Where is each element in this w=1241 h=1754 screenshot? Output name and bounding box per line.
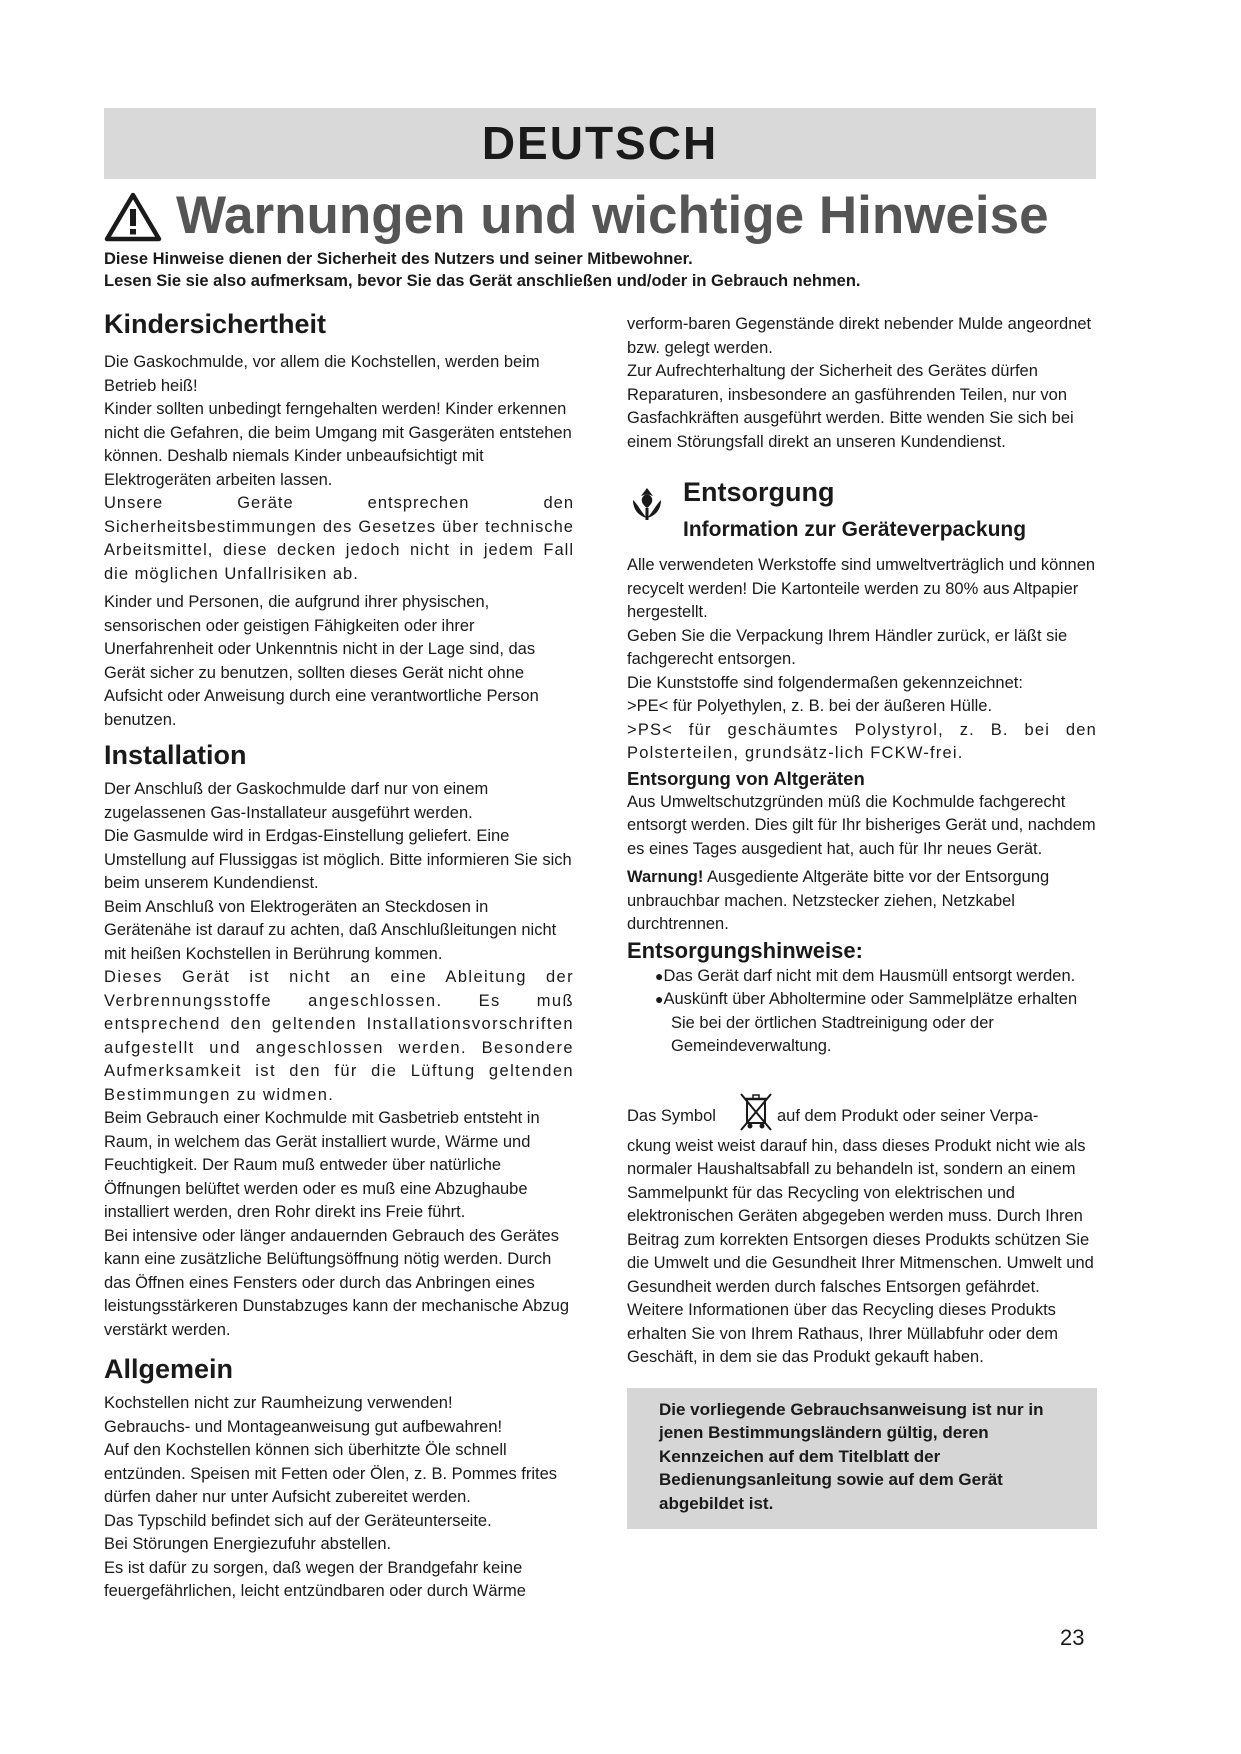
paragraph: Die Gaskochmulde, vor allem die Kochstellen, werden beim Betrieb heiß! bbox=[104, 353, 540, 395]
list-item: ●Auskünft über Abholtermine oder Sammelplätze erhalten Sie bei der örtlichen Stadtreinigung oder der Gemeindeverwaltung. bbox=[655, 990, 1078, 1055]
symbol-prefix: Das Symbol bbox=[627, 1106, 716, 1125]
paragraph: Alle verwendeten Werkstoffe sind umweltverträglich und können recycelt werden! Die Kartonteile werden zu 80% aus Altpapier hergestellt. bbox=[627, 556, 1096, 621]
warning-label: Warnung! bbox=[627, 868, 704, 886]
language-banner bbox=[104, 108, 1096, 179]
paragraph: Es ist dafür zu sorgen, daß wegen der Brandgefahr keine feuergefährlichen, leicht entzündbaren oder durch Wärme bbox=[104, 1558, 526, 1600]
paragraph: Kochstellen nicht zur Raumheizung verwenden! bbox=[104, 1394, 453, 1412]
paragraph: Aus Umweltschutzgründen müß die Kochmulde fachgerecht entsorgt werden. Dies gilt für Ihr bisheriges Gerät und, nachdem es eines Tages ausgedient hat, auch für Ihr neues Gerät. bbox=[627, 792, 1096, 858]
paragraph: >PE< für Polyethylen, z. B. bei der äußeren Hülle. bbox=[627, 697, 993, 715]
symbol-suffix: auf dem Produkt oder seiner Verpa- bbox=[777, 1106, 1039, 1125]
symbol-line bbox=[627, 1091, 1097, 1135]
paragraph: Das Typschild befindet sich auf der Geräteunterseite. bbox=[104, 1511, 492, 1530]
warning-text: Ausgediente Altgeräte bitte vor der Entsorgung unbrauchbar machen. Netzstecker ziehen, Netzkabel durchtrennen. bbox=[627, 868, 1050, 933]
recycling-flower-icon bbox=[627, 484, 667, 524]
list-item-text: Das Gerät darf nicht mit dem Hausmüll entsorgt werden. bbox=[663, 966, 1076, 985]
altgeraete-heading: Entsorgung von Altgeräten bbox=[627, 767, 865, 789]
paragraph: Beim Gebrauch einer Kochmulde mit Gasbetrieb entsteht in Raum, in welchem das Gerät installiert wurde, Wärme und Feuchtigkeit. Der Raum muß entweder über natürliche Öffnungen belüftet werden oder es muß eine Abzughaube installiert werden, dren Rohr direkt ins Freie führt. bbox=[104, 1109, 540, 1221]
paragraph: Bei Störungen Energiezufuhr abstellen. bbox=[104, 1535, 392, 1553]
paragraph: Zur Aufrechterhaltung der Sicherheit des Gerätes dürfen Reparaturen, insbesondere an gasführenden Teilen, nur von Gasfachkräften ausgeführt werden. Bitte wenden Sie sich bei einem Störungsfall direkt an unseren Kundendienst. bbox=[627, 362, 1074, 451]
paragraph: Dieses Gerät ist nicht an eine Ableitung der Verbrennungsstoffe angeschlossen. Es muß entsprechend den geltenden Installationsvorschriften aufgestellt und angeschlossen werden. Besondere Aufmerksamkeit ist den für die Lüftung geltenden Bestimmungen zu widmen. bbox=[104, 968, 574, 1104]
paragraph: >PS< für geschäumtes Polystyrol, z. B. bei den Polsterteilen, grundsätz-lich FCKW-frei. bbox=[627, 720, 1097, 762]
paragraph: Gebrauchs- und Montageanweisung gut aufbewahren! bbox=[104, 1417, 503, 1436]
subtitle bbox=[104, 248, 1104, 292]
paragraph: verform-baren Gegenstände direkt nebender Mulde angeordnet bzw. gelegt werden. bbox=[627, 315, 1092, 357]
hinweise-list bbox=[627, 965, 1097, 1059]
left-column bbox=[104, 306, 574, 1604]
crossed-out-bin-icon bbox=[738, 1091, 774, 1133]
warning-paragraph bbox=[627, 866, 1097, 937]
paragraph: Beim Anschluß von Elektrogeräten an Steckdosen in Gerätenähe ist darauf zu achten, daß Anschlußleitungen nicht mit heißen Kochstellen in Berührung kommen. bbox=[104, 897, 557, 963]
hinweise-heading: Entsorgungshinweise: bbox=[627, 937, 863, 963]
paragraph: Die Gasmulde wird in Erdgas-Einstellung geliefert. Eine Umstellung auf Flussiggas ist möglich. Bitte informieren Sie sich beim unserem Kundendienst. bbox=[104, 827, 572, 892]
paragraph: Der Anschluß der Gaskochmulde darf nur von einem zugelassenen Gas-Installateur ausgeführt werden. bbox=[104, 780, 489, 822]
page-title-row bbox=[104, 184, 1104, 248]
right-column bbox=[627, 313, 1097, 1529]
installation-heading: Installation bbox=[104, 740, 247, 770]
paragraph: Unsere Geräte entsprechen den Sicherheitsbestimmungen des Gesetzes über technische Arbeitsmittel, diese decken jedoch nicht in jedem Fall die möglichen Unfallrisiken ab. bbox=[104, 494, 574, 583]
paragraph: Bei intensive oder länger andauernden Gebrauch des Gerätes kann eine zusätzliche Belüftungsöffnung nötig werden. Durch das Öffnen eines Fensters oder durch das Anbringen eines leistungsstärkeren Dunstabzuges kann der mechanische Abzug verstärkt werden. bbox=[104, 1226, 570, 1339]
entsorgung-heading: Entsorgung bbox=[683, 477, 835, 507]
entsorgung-header bbox=[627, 474, 1097, 554]
paragraph: Kinder und Personen, die aufgrund ihrer physischen, sensorischen oder geistigen Fähigkeiten oder ihrer Unerfahrenheit oder Unkenntnis nicht in der Lage sind, das Gerät sicher zu benutzen, sollten dieses Gerät nicht ohne Aufsicht oder Anweisung durch eine verantwortliche Person benutzen. bbox=[104, 593, 539, 729]
page-title: Warnungen und wichtige Hinweise bbox=[176, 186, 1049, 245]
warning-triangle-icon bbox=[104, 192, 162, 242]
paragraph: Geben Sie die Verpackung Ihrem Händler zurück, er läßt sie fachgerecht entsorgen. bbox=[627, 626, 1068, 668]
subtitle-line: Lesen Sie sie also aufmerksam, bevor Sie das Gerät anschließen und/oder in Gebrauch nehmen. bbox=[104, 272, 861, 290]
subtitle-line: Diese Hinweise dienen der Sicherheit des Nutzers und seiner Mitbewohner. bbox=[104, 250, 693, 268]
entsorgung-subheading: Information zur Geräteverpackung bbox=[683, 518, 1027, 541]
paragraph: ckung weist weist darauf hin, dass dieses Produkt nicht wie als normaler Haushaltsabfall zu behandeln ist, sondern an einem Sammelpunkt für das Recycling von elektrischen und elektronischen Geräten abgegeben werden muss. Durch Ihren Beitrag zum korrekten Entsorgen dieses Produkts schützen Sie die Umwelt und die Gesundheit Ihrer Mitmenschen. Umwelt und Gesundheit werden durch falsches Entsorgen gefährdet. Weitere Informationen über das Recycling dieses Produkts erhalten Sie von Ihrem Rathaus, Ihrer Müllabfuhr oder dem Geschäft, in dem sie das Produkt gekauft haben. bbox=[627, 1136, 1094, 1366]
allgemein-heading: Allgemein bbox=[104, 1354, 234, 1384]
language-label: DEUTSCH bbox=[481, 117, 719, 169]
paragraph: Die Kunststoffe sind folgendermaßen gekennzeichnet: bbox=[627, 673, 1023, 692]
page-number: 23 bbox=[1060, 1625, 1085, 1650]
list-item: ●Das Gerät darf nicht mit dem Hausmüll entsorgt werden. bbox=[655, 966, 1076, 985]
paragraph: Kinder sollten unbedingt ferngehalten werden! Kinder erkennen nicht die Gefahren, die beim Umgang mit Gasgeräten entstehen können. Deshalb niemals Kinder unbeaufsichtigt mit Elektrogeräten arbeiten lassen. bbox=[104, 400, 572, 489]
list-item-text: Auskünft über Abholtermine oder Sammelplätze erhalten Sie bei der örtlichen Stadtreinigung oder der Gemeindeverwaltung. bbox=[663, 990, 1078, 1055]
paragraph: Auf den Kochstellen können sich überhitzte Öle schnell entzünden. Speisen mit Fetten oder Ölen, z. B. Pommes frites dürfen daher nur unter Aufsicht zubereitet werden. bbox=[104, 1441, 558, 1506]
kindersicherheit-heading: Kindersichertheit bbox=[104, 309, 327, 339]
validity-notice: Die vorliegende Gebrauchsanweisung ist nur in jenen Bestimmungsländern gültig, deren Kennzeichen auf dem Titelblatt der Bedienungsanleitung sowie auf dem Gerät abgebildet ist. bbox=[627, 1388, 1097, 1530]
